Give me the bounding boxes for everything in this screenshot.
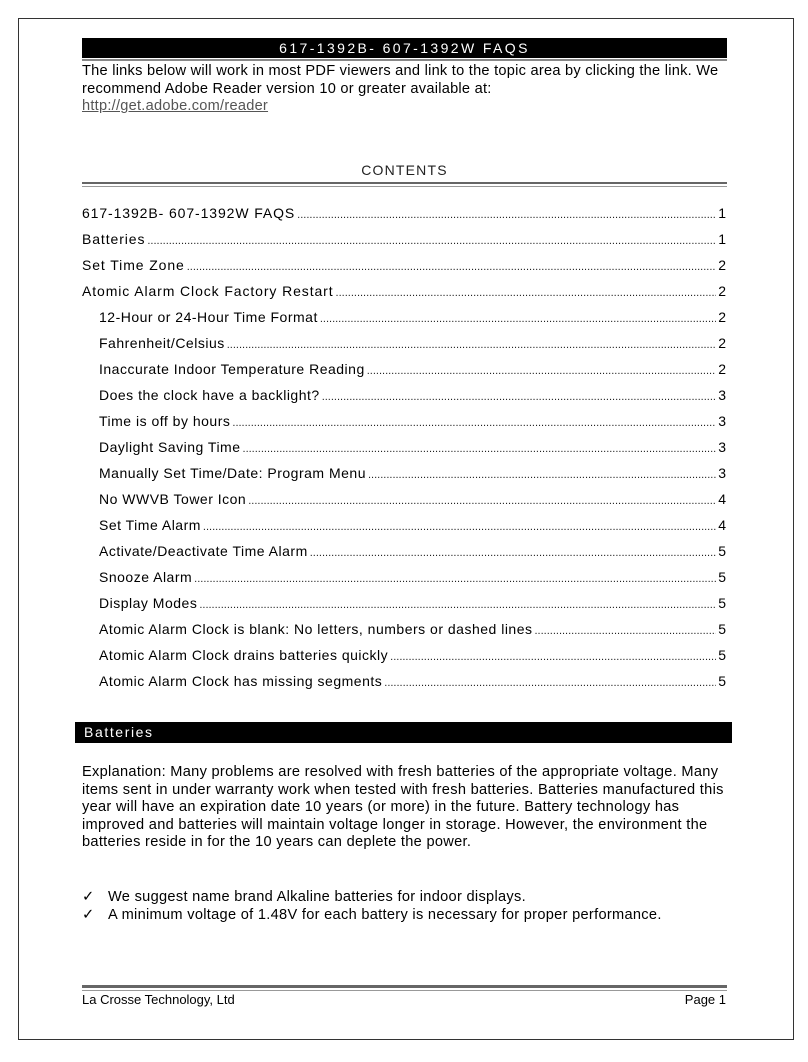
toc-leader: [384, 670, 716, 696]
toc-entry-title: 617-1392B- 607-1392W FAQS: [82, 205, 296, 221]
toc-entry-page: 3: [718, 465, 726, 481]
toc-entry-title: Inaccurate Indoor Temperature Reading: [99, 361, 365, 377]
intro-text: The links below will work in most PDF viewers and link to the topic area by clicking the link. We recommend Adobe Reader version 10 or greater available at:: [82, 63, 719, 97]
toc-entry-title: Activate/Deactivate Time Alarm: [99, 543, 308, 559]
contents-divider: [82, 182, 727, 184]
toc-entry-page: 2: [718, 257, 726, 273]
toc-leader: [227, 332, 716, 358]
toc-subentry[interactable]: [82, 356, 726, 382]
toc-entry-title: Fahrenheit/Celsius: [99, 335, 225, 351]
toc-leader: [203, 514, 716, 540]
toc-entry-page: 3: [718, 387, 726, 403]
toc-entry-page: 5: [718, 621, 726, 637]
adobe-reader-link[interactable]: http://get.adobe.com/reader: [82, 98, 269, 114]
toc-entry-page: 5: [718, 595, 726, 611]
toc-entry-title: Batteries: [82, 231, 146, 247]
toc-leader: [187, 254, 716, 280]
toc-entry-title: Manually Set Time/Date: Program Menu: [99, 465, 366, 481]
toc-entry-page: 5: [718, 673, 726, 689]
toc-entry-page: 5: [718, 543, 726, 559]
toc-subentry[interactable]: [82, 564, 726, 590]
toc-leader: [248, 488, 716, 514]
list-item-text: A minimum voltage of 1.48V for each battery is necessary for proper performance.: [108, 906, 662, 923]
toc-subentry[interactable]: [82, 668, 726, 694]
toc-entry-title: Snooze Alarm: [99, 569, 193, 585]
toc-entry-title: Daylight Saving Time: [99, 439, 241, 455]
footer-page-number: Page 1: [684, 992, 726, 1007]
toc-leader: [297, 202, 716, 228]
toc-leader: [535, 618, 717, 644]
toc-entry-page: 2: [718, 309, 726, 325]
toc-leader: [147, 228, 716, 254]
toc-leader: [199, 592, 716, 618]
batteries-tips-list: [82, 889, 728, 924]
toc-subentry[interactable]: [82, 590, 726, 616]
toc-entry-title: 12-Hour or 24-Hour Time Format: [99, 309, 318, 325]
toc-leader: [243, 436, 717, 462]
toc-subentry[interactable]: [82, 486, 726, 512]
toc-entry-page: 5: [718, 647, 726, 663]
table-of-contents: [82, 200, 726, 694]
toc-entry-title: Set Time Alarm: [99, 517, 201, 533]
toc-leader: [390, 644, 716, 670]
toc-leader: [336, 280, 717, 306]
contents-heading: CONTENTS: [361, 162, 448, 178]
toc-subentry[interactable]: [82, 434, 726, 460]
toc-entry-page: 5: [718, 569, 726, 585]
toc-entry-page: 2: [718, 361, 726, 377]
toc-leader: [310, 540, 716, 566]
toc-subentry[interactable]: [82, 460, 726, 486]
toc-entry-page: 4: [718, 491, 726, 507]
checkmark-icon: ✓: [82, 906, 95, 923]
toc-subentry[interactable]: [82, 512, 726, 538]
toc-entry[interactable]: [82, 278, 726, 304]
toc-entry-page: 2: [718, 283, 726, 299]
list-item: [82, 889, 728, 907]
toc-entry-page: 3: [718, 413, 726, 429]
toc-subentry[interactable]: [82, 408, 726, 434]
toc-entry[interactable]: [82, 252, 726, 278]
toc-entry-page: 2: [718, 335, 726, 351]
title-divider: [82, 59, 727, 61]
toc-entry-page: 1: [718, 205, 726, 221]
toc-leader: [368, 462, 716, 488]
footer-company: La Crosse Technology, Ltd: [82, 992, 235, 1007]
contents-divider-thin: [82, 186, 727, 187]
toc-entry-title: Atomic Alarm Clock is blank: No letters, numbers or dashed lines: [99, 621, 533, 637]
footer-divider-thin: [82, 990, 727, 991]
intro-paragraph: [82, 63, 732, 116]
checkmark-icon: ✓: [82, 889, 95, 905]
toc-subentry[interactable]: [82, 616, 726, 642]
toc-leader: [322, 384, 717, 410]
toc-entry-page: 4: [718, 517, 726, 533]
toc-entry-title: Display Modes: [99, 595, 198, 611]
document-title: 617-1392B- 607-1392W FAQS: [82, 38, 727, 58]
toc-entry-title: Atomic Alarm Clock has missing segments: [99, 673, 383, 689]
toc-entry-title: No WWVB Tower Icon: [99, 491, 247, 507]
toc-entry-page: 3: [718, 439, 726, 455]
toc-leader: [194, 566, 716, 592]
toc-subentry[interactable]: [82, 642, 726, 668]
toc-entry-page: 1: [718, 231, 726, 247]
footer-divider: [82, 985, 727, 988]
toc-entry[interactable]: [82, 200, 726, 226]
batteries-explanation: Explanation: Many problems are resolved with fresh batteries of the appropriate voltage. Many items sent in under warranty work when tested with fresh batteries. Batteries manufactured this year will have an expiration date 10 years (or more) in the future. Battery technology has improved and batteries will maintain voltage longer in storage. However, the environment the batteries reside in for the 10 years can deplete the power.: [82, 764, 724, 851]
toc-subentry[interactable]: [82, 330, 726, 356]
toc-entry-title: Does the clock have a backlight?: [99, 387, 320, 403]
toc-entry-title: Time is off by hours: [99, 413, 231, 429]
batteries-section-heading: Batteries: [75, 722, 732, 743]
toc-subentry[interactable]: [82, 382, 726, 408]
toc-subentry[interactable]: [82, 538, 726, 564]
list-item: [82, 907, 728, 925]
toc-entry-title: Atomic Alarm Clock Factory Restart: [82, 283, 334, 299]
toc-entry[interactable]: [82, 226, 726, 252]
toc-entry-title: Atomic Alarm Clock drains batteries quickly: [99, 647, 389, 663]
toc-entry-title: Set Time Zone: [82, 257, 185, 273]
toc-leader: [320, 306, 716, 332]
list-item-text: We suggest name brand Alkaline batteries for indoor displays.: [108, 889, 526, 905]
toc-leader: [367, 358, 716, 384]
toc-leader: [232, 410, 716, 436]
toc-subentry[interactable]: [82, 304, 726, 330]
